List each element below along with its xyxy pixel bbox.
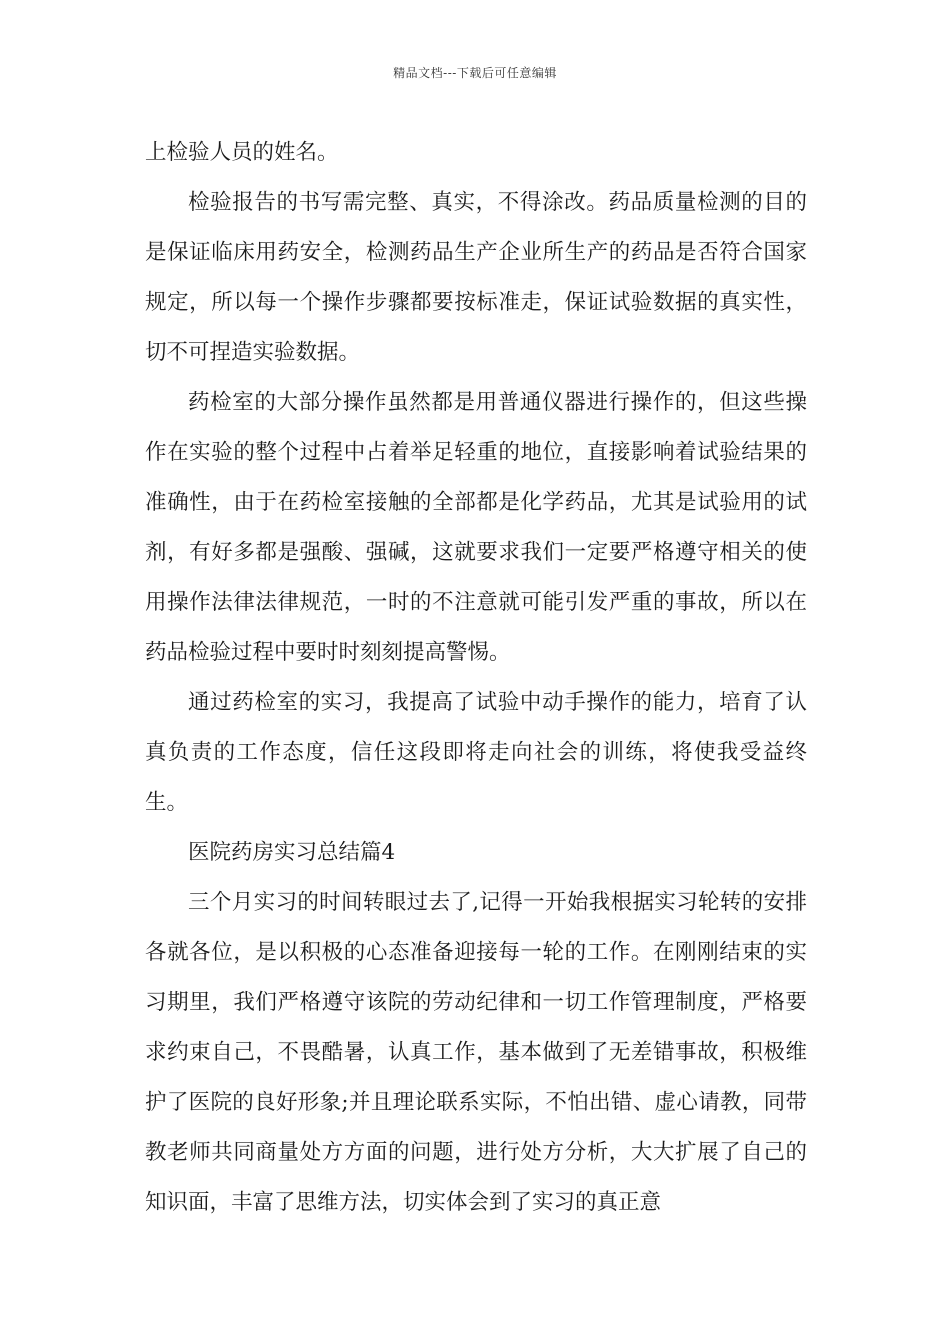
- paragraph-continuation: 上检验人员的姓名。: [145, 140, 339, 165]
- document-body: [145, 128, 807, 1228]
- paragraph-internship-gains: 通过药检室的实习，我提高了试验中动手操作的能力，培育了认真负责的工作态度，信任这段即将走向社会的训练，将使我受益终生。: [145, 690, 807, 815]
- paragraph-three-months: 三个月实习的时间转眼过去了,记得一开始我根据实习轮转的安排各就各位，是以积极的心态准备迎接每一轮的工作。在刚刚结束的实习期里，我们严格遵守该院的劳动纪律和一切工作管理制度，严格要求约束自己，不畏酷暑，认真工作，基本做到了无差错事故，积极维护了医院的良好形象;并且理论联系实际，不怕出错、虚心请教，同带教老师共同商量处方方面的问题，进行处方分析，大大扩展了自己的知识面，丰富了思维方法，切实体会到了实习的真正意: [145, 890, 807, 1215]
- paragraph-lab-operations: 药检室的大部分操作虽然都是用普通仪器进行操作的，但这些操作在实验的整个过程中占着举足轻重的地位，直接影响着试验结果的准确性，由于在药检室接触的全部都是化学药品，尤其是试验用的试剂，有好多都是强酸、强碱，这就要求我们一定要严格遵守相关的使用操作法律法律规范，一时的不注意就可能引发严重的事故，所以在药品检验过程中要时时刻刻提高警惕。: [145, 390, 807, 665]
- page-header: 精品文档---下载后可任意编辑: [393, 66, 557, 80]
- section-heading: 医院药房实习总结篇4: [188, 840, 396, 865]
- paragraph-report-writing: 检验报告的书写需完整、真实，不得涂改。药品质量检测的目的是保证临床用药安全，检测药品生产企业所生产的药品是否符合国家规定，所以每一个操作步骤都要按标准走，保证试验数据的真实性，切不可捏造实验数据。: [145, 190, 807, 365]
